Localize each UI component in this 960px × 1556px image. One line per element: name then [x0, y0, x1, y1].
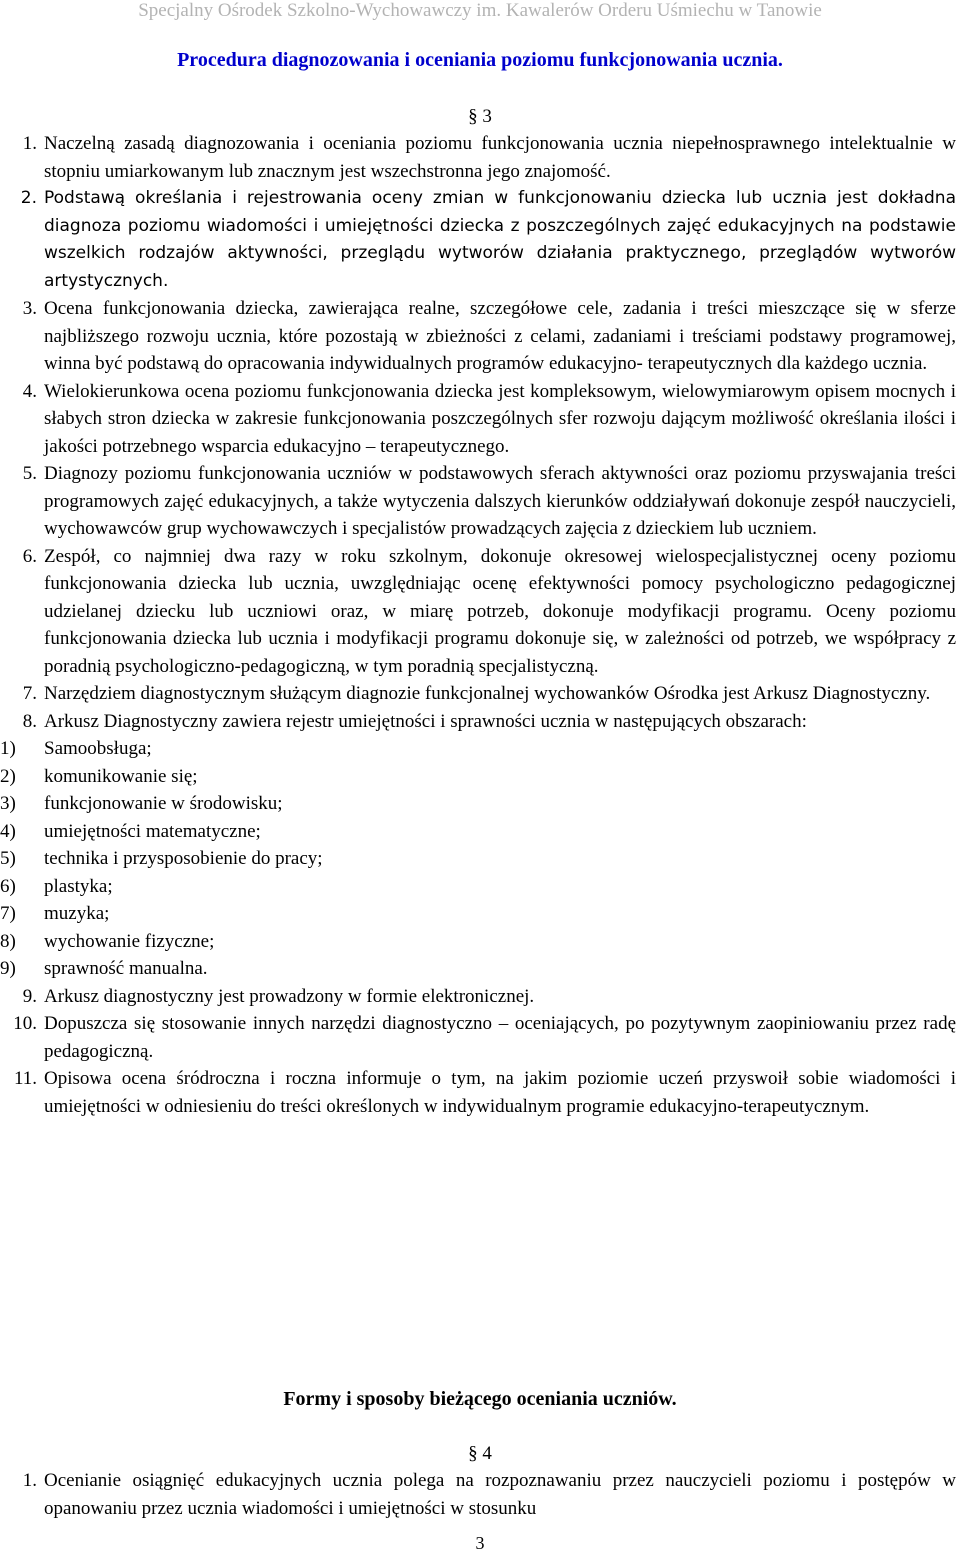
- sublist-item: [0, 955, 956, 983]
- list-item: [0, 460, 960, 543]
- item-number: 6.: [22, 545, 37, 567]
- item-text: Podstawą określania i rejestrowania oceny zmian w funkcjonowaniu dziecka lub ucznia jest dokładna diagnoza poziomu wiadomości i umiejętności dziecka z poszczególnych zajęć edukacyjnych na podstawie wszelkich rodzajów aktywności, przeglądu wytworów działania praktycznego, przeglądów wytworów artystycznych.: [44, 188, 956, 291]
- subitem-number: 8): [0, 930, 16, 952]
- subitem-text: umiejętności matematyczne;: [44, 820, 261, 842]
- subitem-number: 9): [0, 958, 16, 979]
- sublist: [0, 735, 956, 983]
- item-number: 1.: [22, 133, 37, 154]
- sublist-item: [0, 818, 956, 846]
- item-number: 1.: [22, 1470, 37, 1491]
- item-number: 10.: [13, 1013, 37, 1034]
- sublist-item: [0, 900, 956, 928]
- document-title: Procedura diagnozowania i oceniania poziomu funkcjonowania ucznia.: [177, 49, 783, 71]
- item-text: Diagnozy poziomu funkcjonowania uczniów w podstawowych sferach aktywności oraz poziomu przyswajania treści programowych zajęć edukacyjnych, a także wytyczenia dalszych kierunków oddziaływań dokonuje zespół nauczycieli, wychowawców grup wychowawczych i specjalistów prowadzących zajęcia z dzieckiem lub uczniem.: [44, 463, 956, 539]
- sublist-item: [0, 873, 956, 901]
- list-item: [0, 378, 960, 461]
- paragraph-4-heading: § 4: [468, 1443, 492, 1464]
- item-text: Dopuszcza się stosowanie innych narzędzi diagnostyczno – oceniających, po pozytywnym zaopiniowaniu przez radę pedagogiczną.: [44, 1013, 956, 1062]
- paragraph-3-heading: § 3: [468, 106, 492, 127]
- subitem-text: Samoobsługa;: [44, 738, 152, 759]
- subitem-number: 7): [0, 903, 16, 924]
- item-number: 11.: [13, 1068, 37, 1089]
- page-header: Specjalny Ośrodek Szkolno-Wychowawczy im. Kawalerów Orderu Uśmiechu w Tanowie: [138, 0, 822, 21]
- subitem-number: 6): [0, 875, 16, 897]
- subitem-number: 1): [0, 738, 16, 759]
- list-item: [0, 543, 960, 681]
- sublist-item: [0, 845, 956, 873]
- section-1-list: [0, 130, 960, 1120]
- item-text: Arkusz Diagnostyczny zawiera rejestr umiejętności i sprawności ucznia w następujących obszarach:: [44, 710, 807, 732]
- sublist-item: [0, 790, 956, 818]
- subitem-text: plastyka;: [44, 875, 113, 897]
- subitem-text: komunikowanie się;: [44, 765, 198, 787]
- subitem-number: 4): [0, 820, 16, 842]
- item-number: 4.: [22, 380, 37, 402]
- subitem-text: muzyka;: [44, 903, 110, 924]
- item-number: 5.: [22, 463, 37, 484]
- item-text: Naczelną zasadą diagnozowania i oceniania poziomu funkcjonowania ucznia niepełnosprawnego intelektualnie w stopniu umiarkowanym lub znacznym jest wszechstronna jego znajomość.: [44, 133, 956, 182]
- list-item: [0, 1467, 960, 1522]
- list-item: [0, 295, 960, 378]
- subitem-number: 3): [0, 793, 16, 814]
- list-item: [0, 130, 960, 185]
- sublist-item: [0, 763, 956, 791]
- item-number: 3.: [22, 298, 37, 319]
- section-2-list: [0, 1467, 960, 1522]
- section-title: Formy i sposoby bieżącego oceniania uczniów.: [283, 1388, 677, 1410]
- subitem-text: technika i przysposobienie do pracy;: [44, 848, 323, 869]
- item-text: Zespół, co najmniej dwa razy w roku szkolnym, dokonuje okresowej wielospecjalistycznej oceny poziomu funkcjonowania dziecka lub ucznia, uwzględniając ocenę efektywności pomocy psychologiczno pedagogicznej udzielanej dziecku lub uczniowi oraz, w miarę potrzeb, dokonuje modyfikacji programu. Oceny poziomu funkcjonowania dziecka lub ucznia i modyfikacji programu dokonuje się, w zależności od potrzeb, we współpracy z poradnią psychologiczno-pedagogiczną, w tym poradnią specjalistyczną.: [44, 545, 956, 677]
- item-text: Arkusz diagnostyczny jest prowadzony w formie elektronicznej.: [44, 985, 535, 1007]
- list-item: [0, 1010, 960, 1065]
- item-text: Ocenianie osiągnięć edukacyjnych ucznia polega na rozpoznawaniu przez nauczycieli poziomu i postępów w opanowaniu przez ucznia wiadomości i umiejętności w stosunku: [44, 1470, 956, 1519]
- sublist-item: [0, 735, 956, 763]
- sublist-item: [0, 928, 956, 956]
- list-item: [0, 983, 960, 1011]
- subitem-text: wychowanie fizyczne;: [44, 930, 215, 952]
- subitem-text: sprawność manualna.: [44, 958, 208, 979]
- item-text: Ocena funkcjonowania dziecka, zawierająca realne, szczegółowe cele, zadania i treści mieszczące się w sferze najbliższego rozwoju ucznia, które pozostają w zbieżności z celami, zadaniami i treściami podstawy programowej, winna być podstawą do opracowania indywidualnych programów edukacyjno- terapeutycznych dla każdego ucznia.: [44, 298, 956, 374]
- list-item: [0, 708, 960, 983]
- list-item: [0, 1065, 960, 1120]
- item-number: 9.: [22, 985, 37, 1007]
- item-text: Narzędziem diagnostycznym służącym diagnozie funkcjonalnej wychowanków Ośrodka jest Arkusz Diagnostyczny.: [44, 683, 931, 704]
- page-number: 3: [475, 1533, 485, 1553]
- item-number: 7.: [22, 683, 37, 704]
- item-text: Wielokierunkowa ocena poziomu funkcjonowania dziecka jest kompleksowym, wielowymiarowym opisem mocnych i słabych stron dziecka w zakresie funkcjonowania poszczególnych sfer rozwoju dającym możliwość określania ilości i jakości potrzebnego wsparcia edukacyjno – terapeutycznego.: [44, 380, 956, 457]
- subitem-number: 2): [0, 765, 16, 787]
- item-number: 8.: [22, 710, 37, 732]
- subitem-number: 5): [0, 848, 16, 869]
- list-item: [0, 680, 960, 708]
- list-item: [0, 185, 960, 295]
- item-text: Opisowa ocena śródroczna i roczna informuje o tym, na jakim poziomie uczeń przyswoił sobie wiadomości i umiejętności w odniesieniu do treści określonych w indywidualnym programie edukacyjno-terapeutycznym.: [44, 1068, 956, 1117]
- subitem-text: funkcjonowanie w środowisku;: [44, 793, 283, 814]
- item-number: 2.: [20, 188, 37, 208]
